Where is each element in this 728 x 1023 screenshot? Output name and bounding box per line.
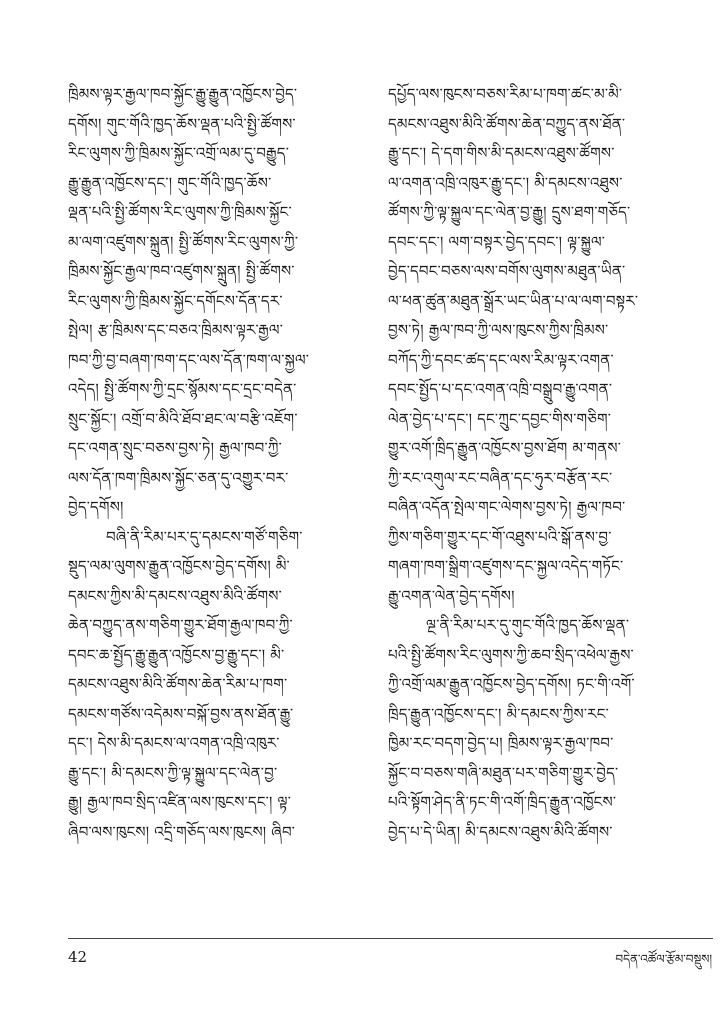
text-line: དབང་ཆ་སྤྱོད་རྒྱུ་རྒྱུན་འཁྱོངས་བྱ་རྒྱུ་དང་། མི་ [68, 645, 285, 664]
text-line: དཔྱོད་ལས་ཁུངས་བཅས་རིམ་པ་ཁག་ཚང་མ་མི་ [388, 85, 623, 103]
text-line: བྱེད་དགོས། [68, 498, 124, 516]
text-line: དམངས་གཙོས་འདེམས་བསྐོ་བྱས་ནས་ཐོན་རྒྱུ་ [68, 704, 294, 723]
text-line: ཀྱི་འགྲོ་ལམ་རྒྱུན་འཁྱོངས་བྱེད་དགོས། ཏང་གི་འགོ་ [388, 675, 635, 693]
text-line: ཁབ་ཀྱི་བྱ་བཞག་ཁག་དང་ལས་དོན་ཁག་ལ་སྐྱལ་ [68, 350, 310, 369]
text-line: གྱུར་འགོ་ཁྲིད་རྒྱུན་འཁྱོངས་བྱས་ཐོག མ་གནས་ [388, 439, 622, 457]
text-line: རྒྱུ་དང་། དེ་དག་གིས་མི་དམངས་འཐུས་ཚོགས་ [388, 144, 615, 162]
text-line: རྒྱུ། རྒྱལ་ཁབ་སྲིད་འཛིན་ལས་ཁུངས་དང་། ལྟ་ [68, 793, 292, 811]
text-line: ལྡན་པའི་སྤྱི་ཚོགས་རིང་ལུགས་ཀྱི་ཁྲིམས་སྐྱོང་ [68, 203, 292, 221]
running-footer: བདེན་འཚོལ་རྩོམ་བསྡུས། [615, 952, 712, 966]
text-line: ཁྲིམས་སྐྱོང་རྒྱལ་ཁབ་འཛུགས་སྐྲུན། སྤྱི་ཚོགས་ [68, 262, 295, 280]
text-line: ལ་ཕན་ཚུན་མཐུན་སྒྲོར་ཡང་ཡིན་པ་ལ་ལག་བསྟར་ [388, 291, 639, 310]
text-line: སྡུད་ལམ་ལུགས་རྒྱུན་འཁྱོངས་བྱེད་དགོས། མི་ [68, 557, 290, 575]
text-line: བཞི་ནི་རིམ་པར་དུ་དམངས་གཙོ་གཅིག་ [106, 527, 303, 546]
text-line: བཀོད་ཀྱི་དབང་ཚད་དང་ལས་རིམ་ལྟར་འགན་ [388, 350, 614, 369]
text-line: པའི་སྟོག་ཤེད་ནི་ཏང་གི་འགོ་ཁྲིད་རྒྱུན་འཁྱོངས་ [388, 793, 617, 811]
text-line: ཀྱིས་གཅིག་གྱུར་དང་གོ་འཐུས་པའི་སྒོ་ནས་བྱ་ [388, 527, 612, 546]
text-line: དམངས་འཐུས་མིའི་ཚོགས་ཆེན་བཀྱུད་ནས་ཐོན་ [388, 114, 626, 133]
text-line: ཆེན་བཀྱུད་ནས་གཅིག་གྱུར་ཐོག་རྒྱལ་ཁབ་ཀྱི་ [68, 616, 293, 634]
text-line: མ་ལག་འཛུགས་སྐྲུན། སྤྱི་ཚོགས་རིང་ལུགས་ཀྱི་ [68, 232, 299, 251]
text-line: རྒྱུ་རྒྱུན་འཁྱོངས་དང་། གུང་གོའི་ཁྱད་ཆོས་ [68, 173, 272, 192]
text-line: དབང་སྤྱོད་པ་དང་འགན་འཁྲི་བསྒྲུབ་རྒྱུ་འགན་ [388, 380, 613, 398]
text-line: འདེད། སྤྱི་ཚོགས་ཀྱི་དྲང་སྙོམས་དང་དྲང་བདེན་ [68, 380, 297, 398]
text-line: སྤེལ། རྩ་ཁྲིམས་དང་བཅའ་ཁྲིམས་ལྟར་རྒྱལ་ [68, 321, 284, 339]
text-line: གཞག་ཁག་སྒྲིག་འཛུགས་དང་སྐྱལ་འདེད་གཏོང་ [388, 557, 624, 575]
text-line: དང་འགན་སྲུང་བཅས་བྱས་ཏེ། རྒྱལ་ཁབ་ཀྱི་ [68, 439, 282, 457]
text-line: སྐྱོང་བ་བཅས་གཞི་མཐུན་པར་གཅིག་གྱུར་བྱེད་ [388, 763, 619, 782]
text-line: དབང་དང་། ལག་བསྟར་བྱེད་དབང་། ལྟ་སྐྱུལ་ [388, 232, 606, 251]
text-line: བཞིན་འདོན་སྤེལ་གང་ལེགས་བྱས་ཏེ། རྒྱལ་ཁབ་ [388, 498, 626, 516]
text-line: ལ་འགན་འཁྲི་འཁུར་རྒྱུ་དང་། མི་དམངས་འཐུས་ [388, 173, 623, 192]
text-line: བྱས་ཏེ། རྒྱལ་ཁབ་ཀྱི་ལས་ཁུངས་ཀྱིས་ཁྲིམས་ [388, 321, 609, 339]
text-line: ཞིབ་ལས་ཁུངས། འདྲི་གཅོད་ལས་ཁུངས། ཞིབ་ [68, 822, 296, 841]
right-text-column [388, 80, 646, 847]
text-line: རྒྱུ་དང་། མི་དམངས་ཀྱི་ལྟ་སྐྱུལ་དང་ལེན་བྱ་ [68, 763, 278, 782]
text-line: ཚོགས་ཀྱི་ལྟ་སྐྱུལ་དང་ལེན་བྱ་རྒྱུ། དྲུས་ཐག་གཅོད་ [388, 203, 631, 221]
text-line: བྱེད་དབང་བཅས་ལས་བགོས་ལུགས་མཐུན་ཡིན་ [388, 262, 626, 280]
text-line: བྱེད་པ་དེ་ཡིན། མི་དམངས་འཐུས་མིའི་ཚོགས་ [388, 822, 613, 841]
text-line: ལེན་བྱེད་པ་དང་། དང་ཀྲུང་དབྱང་གིས་གཅིག་ [388, 409, 612, 428]
text-line: ལས་དོན་ཁག་ཁྲིམས་སྐྱོང་ཅན་དུ་འགྱུར་བར་ [68, 468, 289, 487]
text-line: ཁྲིད་རྒྱུན་འཁྱོངས་དང་། མི་དམངས་ཀྱིས་རང་ [388, 704, 609, 723]
text-line: སྲུང་སྐྱོང་། འགྲོ་བ་མིའི་ཐོབ་ཐང་ལ་བརྩི་འཇོག་ [68, 409, 298, 428]
footer-divider [68, 938, 713, 939]
text-line: རིང་ལུགས་ཀྱི་ཁྲིམས་སྐྱོང་འགྲོ་ལམ་དུ་བརྒྱུད་ [68, 144, 290, 162]
text-line: དགོས། གུང་གོའི་ཁྱད་ཆོས་ལྡན་པའི་སྤྱི་ཚོགས་ [68, 114, 296, 133]
text-line: པའི་སྤྱི་ཚོགས་རིང་ལུགས་ཀྱི་ཆབ་སྲིད་འཕེལ་རྒྱས་ [388, 645, 634, 664]
text-line: རྒྱུ་འགན་ལེན་བྱེད་དགོས། [388, 586, 515, 605]
text-line: དམངས་ཀྱིས་མི་དམངས་འཐུས་མིའི་ཚོགས་ [68, 586, 282, 605]
left-text-column [68, 80, 326, 847]
text-line: ཀྱི་རང་འགུལ་རང་བཞིན་དང་ཧུར་བརྩོན་རང་ [388, 468, 613, 487]
text-line: རིང་ལུགས་ཀྱི་ཁྲིམས་སྐྱོང་དགོངས་དོན་དར་ [68, 291, 283, 310]
text-line: དམངས་འཐུས་མིའི་ཚོགས་ཆེན་རིམ་པ་ཁག་ [68, 675, 288, 693]
text-line: ཁྲིམས་ལྟར་རྒྱལ་ཁབ་སྐྱོང་རྒྱུ་རྒྱུན་འཁྱོངས་བྱེད་ [68, 85, 298, 103]
text-line: ཁྱིམ་རང་བདག་བྱེད་པ། ཁྲིམས་ལྟར་རྒྱལ་ཁབ་ [388, 734, 614, 752]
text-line: ལྔ་ནི་རིམ་པར་དུ་གུང་གོའི་ཁྱད་ཆོས་ལྡན་ [426, 616, 630, 634]
text-line: དང་། དེས་མི་དམངས་ལ་འགན་འཁྲི་འཁུར་ [68, 734, 280, 752]
page-number: 42 [68, 948, 88, 966]
